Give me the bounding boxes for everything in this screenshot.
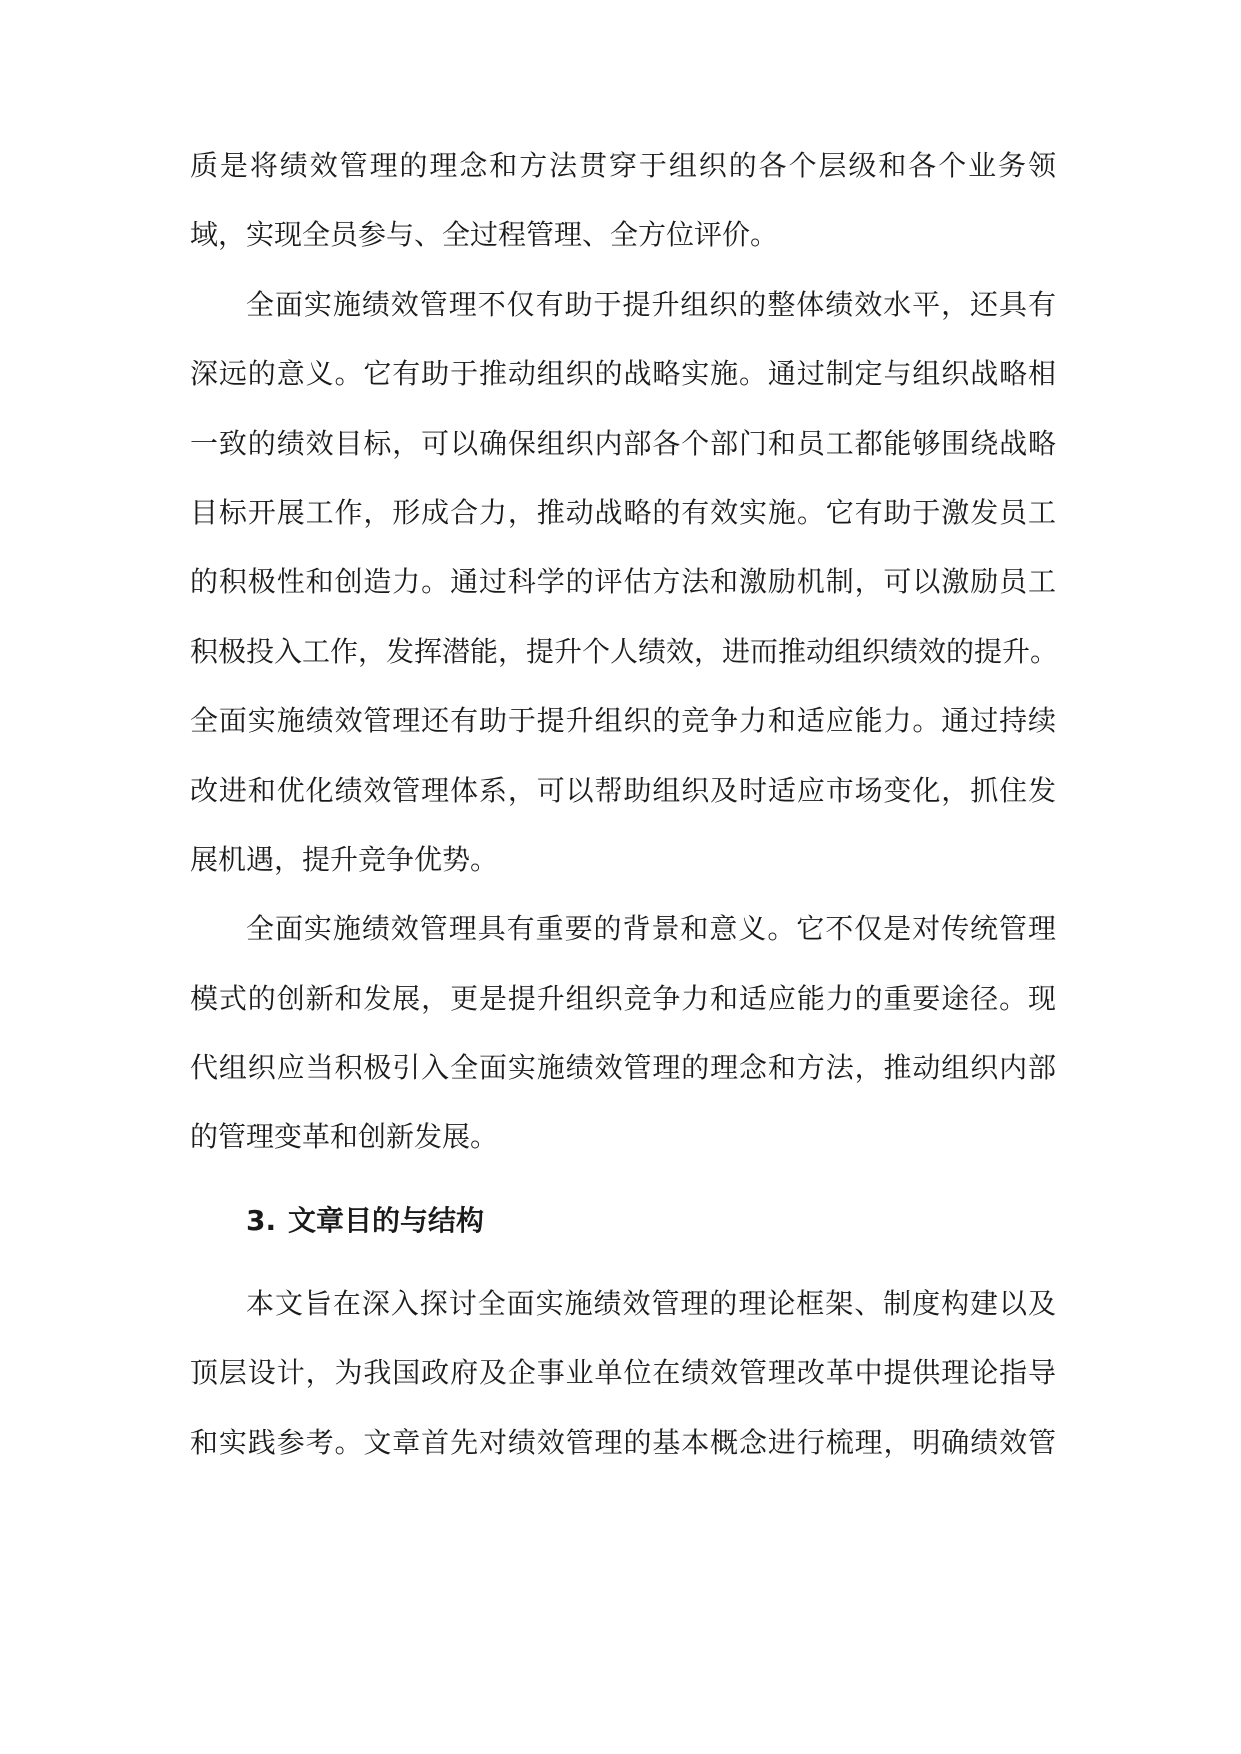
paragraph-3 (190, 906, 1056, 1184)
text-line: 的积极性和创造力。通过科学的评估方法和激励机制，可以激励员工 (190, 565, 1056, 599)
paragraph-2 (190, 282, 1059, 907)
text-line: 展机遇，提升竞争优势。 (190, 842, 499, 876)
text-line: 和实践参考。文章首先对绩效管理的基本概念进行梳理，明确绩效管 (190, 1425, 1056, 1459)
paragraph-1 (190, 143, 1056, 282)
section-number: 3. (246, 1203, 277, 1237)
text-line: 域，实现全员参与、全过程管理、全方位评价。 (190, 218, 779, 252)
text-line: 积极投入工作，发挥潜能，提升个人绩效，进而推动组织绩效的提升。 (190, 634, 1059, 668)
section-heading (190, 1198, 1056, 1281)
text-line: 全面实施绩效管理不仅有助于提升组织的整体绩效水平，还具有 (246, 287, 1056, 321)
text-line: 质是将绩效管理的理念和方法贯穿于组织的各个层级和各个业务领 (190, 149, 1056, 182)
text-line: 模式的创新和发展，更是提升组织竞争力和适应能力的重要途径。现 (190, 981, 1056, 1015)
text-line: 顶层设计，为我国政府及企事业单位在绩效管理改革中提供理论指导 (190, 1356, 1056, 1390)
text-line: 的管理变革和创新发展。 (190, 1120, 499, 1154)
text-line: 目标开展工作，形成合力，推动战略的有效实施。它有助于激发员工 (190, 495, 1056, 529)
section-title: 文章目的与结构 (288, 1203, 485, 1237)
paragraph-4 (190, 1281, 1056, 1489)
text-line: 全面实施绩效管理具有重要的背景和意义。它不仅是对传统管理 (246, 912, 1056, 946)
text-line: 本文旨在深入探讨全面实施绩效管理的理论框架、制度构建以及 (246, 1286, 1056, 1320)
text-line: 一致的绩效目标，可以确保组织内部各个部门和员工都能够围绕战略 (190, 426, 1056, 460)
text-line: 全面实施绩效管理还有助于提升组织的竞争力和适应能力。通过持续 (190, 704, 1056, 738)
body-text (190, 143, 1059, 1489)
text-line: 代组织应当积极引入全面实施绩效管理的理念和方法，推动组织内部 (190, 1051, 1056, 1085)
text-line: 改进和优化绩效管理体系，可以帮助组织及时适应市场变化，抓住发 (190, 773, 1056, 807)
text-line: 深远的意义。它有助于推动组织的战略实施。通过制定与组织战略相 (190, 357, 1056, 391)
